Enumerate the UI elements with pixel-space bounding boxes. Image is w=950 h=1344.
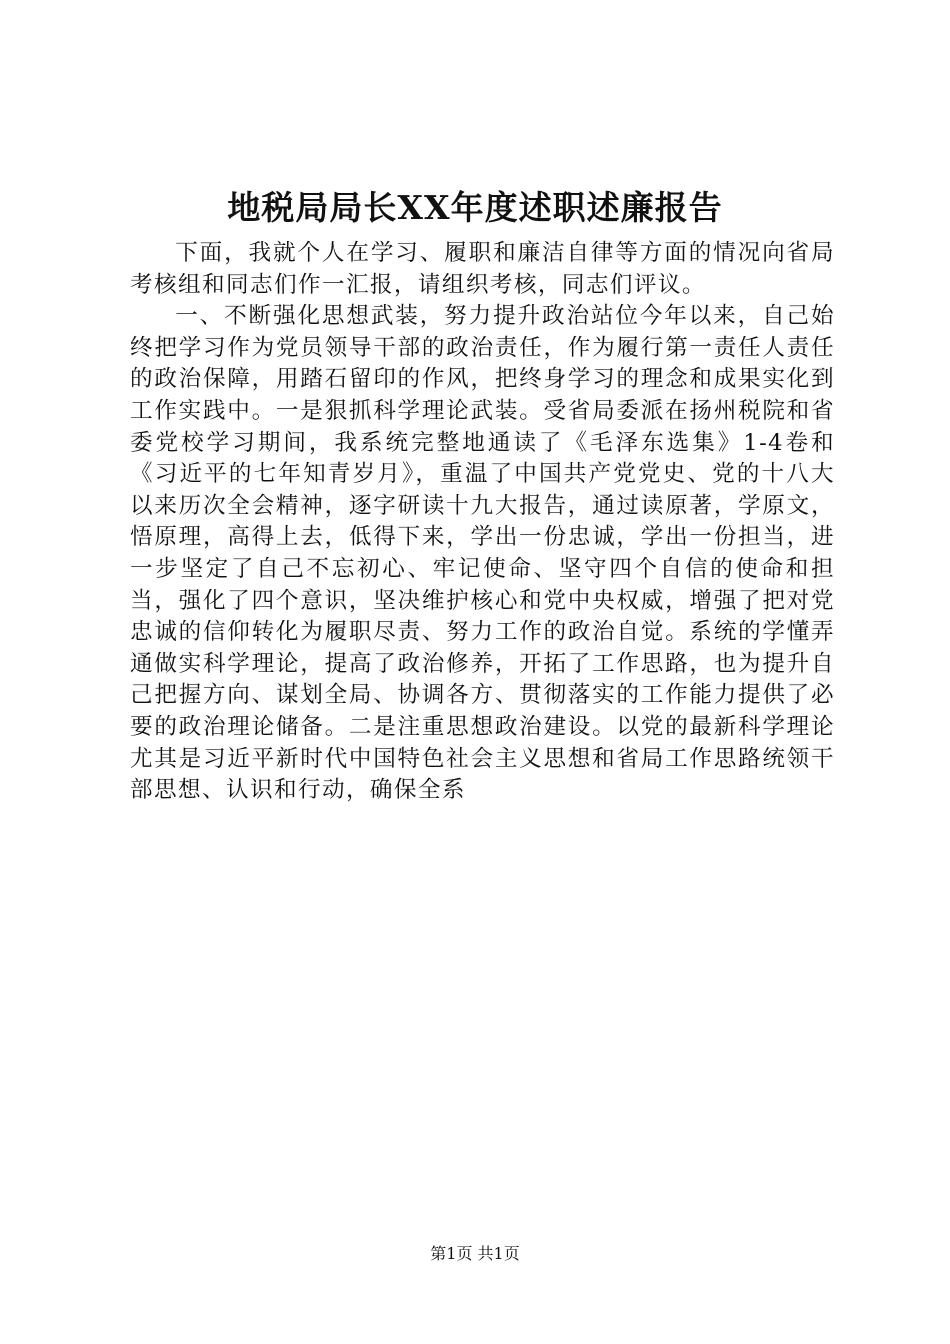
document-body	[130, 238, 835, 807]
paragraph-section-one: 一、不断强化思想武装，努力提升政治站位今年以来，自己始终把学习作为党员领导干部的政治责任，作为履行第一责任人责任的政治保障，用踏石留印的作风，把终身学习的理念和成果实化到工作实践中。一是狠抓科学理论武装。受省局委派在扬州税院和省委党校学习期间，我系统完整地通读了《毛泽东选集》1-4卷和《习近平的七年知青岁月》，重温了中国共产党党史、党的十八大以来历次全会精神，逐字研读十九大报告，通过读原著，学原文，悟原理，高得上去，低得下来，学出一份忠诚，学出一份担当，进一步坚定了自己不忘初心、牢记使命、坚守四个自信的使命和担当，强化了四个意识，坚决维护核心和党中央权威，增强了把对党忠诚的信仰转化为履职尽责、努力工作的政治自觉。系统的学懂弄通做实科学理论，提高了政治修养，开拓了工作思路，也为提升自己把握方向、谋划全局、协调各方、贯彻落实的工作能力提供了必要的政治理论储备。二是注重思想政治建设。以党的最新科学理论尤其是习近平新时代中国特色社会主义思想和省局工作思路统领干部思想、认识和行动，确保全系	[130, 303, 835, 804]
document-title: 地税局局长XX年度述职述廉报告	[227, 188, 723, 227]
paragraph-intro: 下面，我就个人在学习、履职和廉洁自律等方面的情况向省局考核组和同志们作一汇报，请组织考核，同志们评议。	[130, 240, 835, 298]
page-number-footer: 第1页 共1页	[430, 1244, 520, 1263]
